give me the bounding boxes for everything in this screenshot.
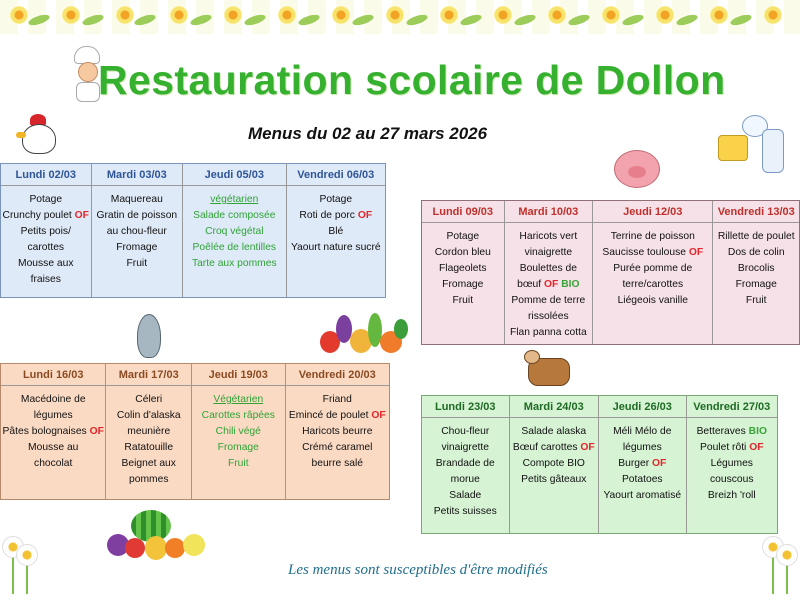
dish-list — [687, 418, 777, 504]
dish-name: Fruit — [452, 295, 474, 306]
day-header: Vendredi 20/03 — [286, 364, 389, 386]
dish-item — [451, 472, 480, 488]
dish-item — [711, 456, 753, 472]
dish-name: Méli Mélo de — [613, 426, 672, 437]
day-header: Lundi 09/03 — [422, 201, 504, 223]
dish-name: fraises — [30, 274, 61, 285]
dish-item — [442, 277, 483, 293]
day-header: Jeudi 19/03 — [192, 364, 285, 386]
dish-name: Crémé caramel — [302, 442, 373, 453]
dish-item — [521, 424, 586, 440]
dish-name: légumes — [33, 410, 73, 421]
dish-item — [618, 293, 688, 309]
dish-name: carottes — [27, 242, 65, 253]
dish-name: Céleri — [135, 394, 163, 405]
dish-name: terre/carottes — [622, 279, 684, 290]
dish-name: Cordon bleu — [434, 247, 491, 258]
dish-item — [302, 440, 372, 456]
dish-item — [523, 456, 585, 472]
dish-name: Fromage — [116, 242, 158, 253]
dairy-products-icon — [718, 113, 788, 179]
dish-item — [436, 456, 495, 472]
menu-table-week2 — [421, 200, 800, 345]
dish-name: Boulettes de — [519, 263, 577, 274]
dish-list — [505, 223, 593, 341]
dish-item — [18, 256, 74, 272]
dish-item — [511, 293, 585, 309]
dish-name: Fruit — [745, 295, 767, 306]
dish-item — [312, 456, 364, 472]
dish-name: Poêlée de lentilles — [192, 242, 277, 253]
dish-item — [135, 392, 162, 408]
dish-item — [708, 488, 756, 504]
flower-garland — [0, 0, 800, 34]
origine-france-label: OF — [749, 442, 764, 453]
bio-label: BIO — [748, 426, 767, 437]
dish-item — [517, 277, 579, 293]
dish-item — [323, 392, 352, 408]
dish-list — [593, 223, 712, 309]
dish-name: Haricots vert — [519, 231, 578, 242]
dish-name: Fromage — [735, 279, 777, 290]
dish-name: Bœuf carottes — [512, 442, 578, 453]
menu-table-week3 — [0, 363, 390, 500]
dish-list — [599, 418, 686, 504]
dish-name: Potage — [446, 231, 480, 242]
dish-list — [92, 186, 183, 272]
dish-list — [192, 386, 285, 472]
fruits-icon — [105, 510, 211, 566]
dish-list — [422, 418, 509, 520]
hen-icon — [12, 110, 62, 162]
dish-item — [697, 424, 767, 440]
dish-name: Croq végétal — [205, 226, 264, 237]
dish-name: bœuf — [517, 279, 542, 290]
dish-name: Mousse au — [28, 442, 79, 453]
dish-name: Petits suisses — [433, 506, 497, 517]
day-column — [287, 164, 385, 297]
dish-name: couscous — [710, 474, 754, 485]
dish-item — [710, 472, 754, 488]
dish-list — [106, 386, 191, 488]
dish-name: Roti de porc — [299, 210, 355, 221]
dish-item — [218, 440, 259, 456]
dish-name: Fruit — [126, 258, 148, 269]
dish-name: Poulet rôti — [699, 442, 747, 453]
dish-name: meunière — [127, 426, 171, 437]
dish-name: Flan panna cotta — [509, 327, 587, 338]
dish-item — [228, 456, 249, 472]
dish-item — [111, 192, 163, 208]
origine-france-label: OF — [652, 458, 667, 469]
dish-item — [3, 208, 89, 224]
dish-item — [525, 245, 573, 261]
dish-name: beurre salé — [311, 458, 364, 469]
day-header: Mardi 10/03 — [505, 201, 593, 223]
day-column — [687, 396, 777, 533]
dish-item — [441, 424, 489, 440]
dish-name: au chou-fleur — [106, 226, 167, 237]
dish-item — [442, 440, 490, 456]
dish-item — [124, 440, 173, 456]
dish-item — [728, 245, 785, 261]
origine-france-label: OF — [357, 210, 373, 221]
dish-item — [622, 277, 683, 293]
day-header: Jeudi 26/03 — [599, 396, 686, 418]
dish-name: Salade alaska — [521, 426, 587, 437]
dish-name: végétarien — [210, 194, 259, 205]
cow-icon — [524, 348, 574, 392]
dish-item — [302, 424, 372, 440]
dish-list — [1, 186, 91, 288]
dish-item — [299, 208, 372, 224]
dish-name: Liégeois vanille — [617, 295, 688, 306]
dish-item — [446, 229, 479, 245]
dish-name: Brandade de — [435, 458, 495, 469]
origine-france-label: OF — [89, 426, 104, 437]
menu-table-week4 — [421, 395, 778, 534]
day-column — [510, 396, 600, 533]
dish-name: morue — [450, 474, 480, 485]
dish-name: Fromage — [217, 442, 259, 453]
day-header: Mardi 24/03 — [510, 396, 599, 418]
day-header: Mardi 03/03 — [92, 164, 183, 186]
dish-name: Breizh 'roll — [707, 490, 756, 501]
day-header: Mardi 17/03 — [106, 364, 191, 386]
dish-name: Petits pois/ — [20, 226, 71, 237]
dish-name: pommes — [128, 474, 169, 485]
dish-name: Chili végé — [215, 426, 261, 437]
dish-name: Flageolets — [439, 263, 487, 274]
day-column — [286, 364, 389, 499]
day-header: Vendredi 27/03 — [687, 396, 777, 418]
dish-item — [519, 229, 577, 245]
dish-item — [117, 408, 181, 424]
dish-item — [21, 392, 86, 408]
dish-item — [738, 261, 775, 277]
day-column — [505, 201, 594, 344]
dish-item — [736, 277, 777, 293]
dish-name: vinaigrette — [524, 247, 573, 258]
dish-name: Pâtes bolognaises — [2, 426, 87, 437]
day-column — [1, 164, 92, 297]
day-column — [183, 164, 286, 297]
dish-name: Crunchy poulet — [2, 210, 72, 221]
dish-name: Yaourt aromatisé — [603, 490, 682, 501]
day-column — [106, 364, 192, 499]
dish-item — [129, 472, 168, 488]
dish-item — [439, 261, 487, 277]
dish-item — [603, 488, 681, 504]
dish-name: Yaourt nature sucré — [290, 242, 381, 253]
day-header: Jeudi 12/03 — [593, 201, 712, 223]
dish-list — [286, 386, 389, 472]
dish-item — [96, 208, 177, 224]
dish-item — [452, 293, 473, 309]
dish-name: Végétarien — [213, 394, 264, 405]
dish-item — [510, 325, 587, 341]
dish-item — [521, 472, 586, 488]
bio-label: BIO — [561, 279, 580, 290]
menu-table-week1 — [0, 163, 386, 298]
dish-item — [611, 229, 695, 245]
dish-item — [29, 192, 62, 208]
dish-item — [127, 424, 170, 440]
dish-name: Mousse aux — [18, 258, 74, 269]
dish-item — [613, 261, 692, 277]
dish-item — [34, 408, 73, 424]
day-header: Vendredi 06/03 — [287, 164, 385, 186]
dish-item — [192, 256, 277, 272]
day-column — [599, 396, 687, 533]
dish-name: Maquereau — [110, 194, 163, 205]
dish-item — [193, 240, 277, 256]
dish-item — [435, 245, 491, 261]
daisy-icon — [0, 532, 40, 594]
dish-name: Betteraves — [696, 426, 746, 437]
dish-item — [319, 192, 352, 208]
dish-item — [107, 224, 167, 240]
dish-item — [291, 240, 381, 256]
dish-item — [122, 456, 176, 472]
dish-name: Potage — [319, 194, 353, 205]
day-column — [92, 164, 184, 297]
dish-name: Friand — [322, 394, 352, 405]
origine-france-label: OF — [371, 410, 386, 421]
day-column — [593, 201, 713, 344]
dish-name: Chou-fleur — [441, 426, 490, 437]
dish-name: Salade composée — [193, 210, 276, 221]
dish-item — [216, 424, 261, 440]
origine-france-label: OF — [580, 442, 595, 453]
dish-name: Pomme de terre — [511, 295, 586, 306]
day-header: Lundi 16/03 — [1, 364, 105, 386]
dish-item — [613, 424, 671, 440]
dish-item — [700, 440, 764, 456]
origine-france-label: OF — [544, 279, 559, 290]
dish-item — [289, 408, 386, 424]
day-header: Jeudi 05/03 — [183, 164, 285, 186]
day-header: Lundi 23/03 — [422, 396, 509, 418]
dish-item — [116, 240, 157, 256]
menu-period-subtitle: Menus du 02 au 27 mars 2026 — [248, 124, 488, 143]
dish-item — [126, 256, 147, 272]
fish-icon — [133, 312, 167, 360]
dish-name: Beignet aux — [121, 458, 176, 469]
dish-name: chocolat — [34, 458, 73, 469]
dish-name: Saucisse toulouse — [602, 247, 686, 258]
dish-item — [718, 229, 795, 245]
dish-name: Gratin de poisson — [96, 210, 178, 221]
dish-name: Potatoes — [621, 474, 663, 485]
dish-item — [622, 472, 663, 488]
dish-list — [422, 223, 504, 309]
dish-name: Potage — [29, 194, 63, 205]
dish-list — [713, 223, 799, 309]
dish-item — [520, 261, 577, 277]
dish-item — [434, 504, 497, 520]
dish-list — [183, 186, 285, 272]
day-column — [713, 201, 799, 344]
dish-name: Tarte aux pommes — [191, 258, 277, 269]
dish-item — [328, 224, 343, 240]
dish-name: Légumes — [710, 458, 753, 469]
dish-name: Salade — [449, 490, 482, 501]
day-column — [422, 396, 510, 533]
dish-item — [31, 272, 61, 288]
page-title: Restauration scolaire de Dollon — [98, 57, 726, 103]
dish-item — [34, 456, 72, 472]
dish-list — [1, 386, 105, 472]
dish-name: Colin d'alaska — [116, 410, 181, 421]
dish-item — [28, 440, 78, 456]
footer-note: Les menus sont susceptibles d'être modifiés — [288, 562, 548, 578]
dish-name: Dos de colin — [727, 247, 785, 258]
dish-name: Haricots beurre — [302, 426, 373, 437]
day-column — [192, 364, 286, 499]
dish-name: Blé — [328, 226, 344, 237]
dish-list — [287, 186, 385, 256]
dish-item — [746, 293, 767, 309]
dish-name: Rillette de poulet — [717, 231, 795, 242]
dish-name: Carottes râpées — [201, 410, 275, 421]
dish-item — [205, 224, 263, 240]
day-column — [422, 201, 505, 344]
dish-name: Macédoine de — [20, 394, 86, 405]
dish-name: Fruit — [227, 458, 249, 469]
pig-icon — [612, 146, 664, 192]
origine-france-label: OF — [74, 210, 89, 221]
dish-name: Terrine de poisson — [610, 231, 695, 242]
vegetables-icon — [318, 305, 410, 361]
dish-item — [193, 208, 275, 224]
day-header: Vendredi 13/03 — [713, 201, 799, 223]
dish-name: Petits gâteaux — [521, 474, 587, 485]
dish-item — [618, 456, 666, 472]
dish-name: Compote BIO — [522, 458, 585, 469]
dish-item — [213, 392, 263, 408]
dish-name: Purée pomme de — [613, 263, 693, 274]
origine-france-label: OF — [688, 247, 704, 258]
daisy-icon — [760, 532, 800, 594]
dish-item — [623, 440, 662, 456]
dish-name: Emincé de poulet — [288, 410, 369, 421]
dish-item — [21, 224, 71, 240]
dish-name: rissolées — [528, 311, 569, 322]
dish-item — [3, 424, 104, 440]
dish-name: Fromage — [442, 279, 484, 290]
dish-item — [528, 309, 569, 325]
dish-name: Burger — [618, 458, 650, 469]
day-column — [1, 364, 106, 499]
dish-item — [449, 488, 481, 504]
day-header: Lundi 02/03 — [1, 164, 91, 186]
dish-item — [602, 245, 703, 261]
dish-name: Brocolis — [737, 263, 775, 274]
dish-name: vinaigrette — [441, 442, 490, 453]
dish-name: Ratatouille — [124, 442, 174, 453]
dish-item — [513, 440, 595, 456]
dish-item — [202, 408, 275, 424]
dish-list — [510, 418, 599, 488]
dish-item — [27, 240, 64, 256]
dish-name: légumes — [622, 442, 662, 453]
dish-item — [210, 192, 258, 208]
